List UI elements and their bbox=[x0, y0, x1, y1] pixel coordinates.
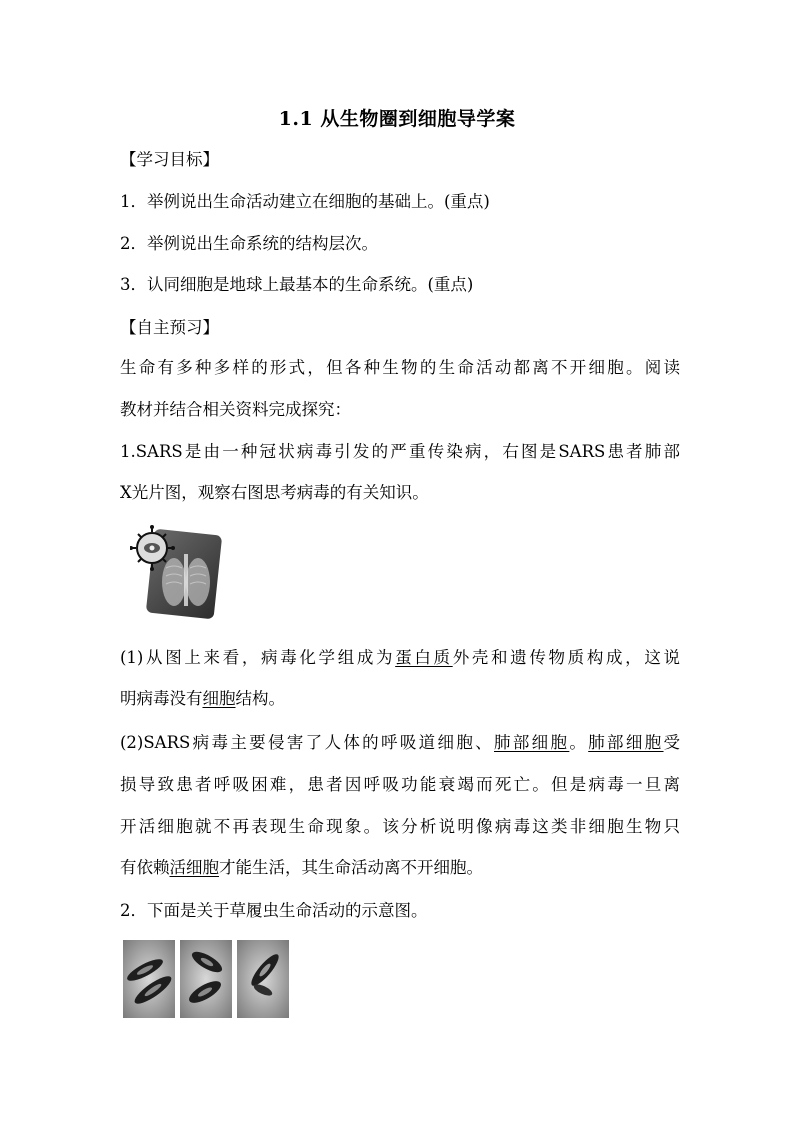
answer-1-2-line-4: 有依赖活细胞才能生活，其生命活动离不开细胞。 bbox=[120, 858, 483, 877]
question-2: 2．下面是关于草履虫生命活动的示意图。 bbox=[120, 901, 428, 920]
paramecium-image-3 bbox=[237, 940, 289, 1018]
blank-answer-living-cell: 活细胞 bbox=[169, 858, 219, 877]
paramecium-image-2 bbox=[180, 940, 232, 1018]
answer-1-2-line-1: (2)SARS病毒主要侵害了人体的呼吸道细胞、肺部细胞。肺部细胞受 bbox=[120, 733, 681, 752]
blank-answer-lung-cell-1: 肺部细胞 bbox=[494, 733, 570, 752]
preview-heading: 【自主预习】 bbox=[120, 318, 219, 337]
answer-1-1-line-2: 明病毒没有细胞结构。 bbox=[120, 689, 285, 708]
paramecium-image-1 bbox=[123, 940, 175, 1018]
intro-line-1: 生命有多种多样的形式，但各种生物的生命活动都离不开细胞。阅读 bbox=[120, 358, 680, 377]
paramecium-images bbox=[123, 940, 289, 1018]
answer-1-1-line-1: (1)从图上来看，病毒化学组成为蛋白质外壳和遗传物质构成，这说 bbox=[120, 648, 681, 667]
xray-image bbox=[130, 524, 222, 620]
intro-line-2: 教材并结合相关资料完成探究： bbox=[120, 400, 351, 419]
goals-heading: 【学习目标】 bbox=[120, 150, 219, 169]
blank-answer-cell: 细胞 bbox=[202, 689, 236, 708]
blank-answer-protein: 蛋白质 bbox=[395, 648, 453, 667]
goal-item-2: 2．举例说出生命系统的结构层次。 bbox=[120, 234, 378, 253]
question-1-line-1: 1.SARS是由一种冠状病毒引发的严重传染病，右图是SARS患者肺部 bbox=[120, 442, 680, 461]
page-title: 1.1 从生物圈到细胞导学案 bbox=[278, 108, 516, 130]
question-1-line-2: X光片图，观察右图思考病毒的有关知识。 bbox=[120, 483, 429, 502]
goal-item-1: 1．举例说出生命活动建立在细胞的基础上。(重点) bbox=[120, 192, 490, 211]
blank-answer-lung-cell-2: 肺部细胞 bbox=[588, 733, 664, 752]
answer-1-2-line-2: 损导致患者呼吸困难，患者因呼吸功能衰竭而死亡。但是病毒一旦离 bbox=[120, 775, 680, 794]
answer-1-2-line-3: 开活细胞就不再表现生命现象。该分析说明像病毒这类非细胞生物只 bbox=[120, 817, 680, 836]
goal-item-3: 3．认同细胞是地球上最基本的生命系统。(重点) bbox=[120, 275, 474, 294]
